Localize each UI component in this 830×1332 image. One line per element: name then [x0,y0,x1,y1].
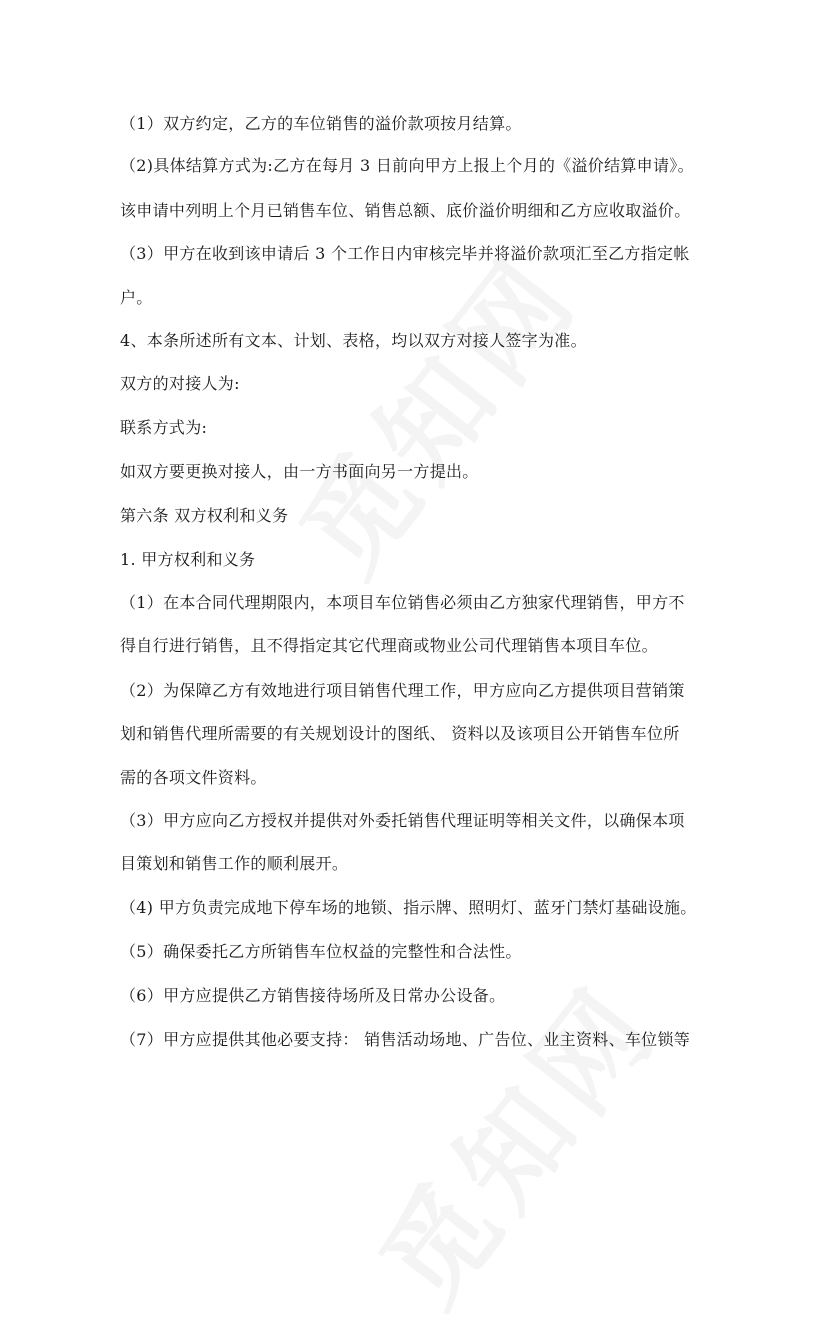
paragraph-line: 户。 [120,288,153,307]
paragraph-line: （3）甲方在收到该申请后 3 个工作日内审核完毕并将溢价款项汇至乙方指定帐 [120,244,690,263]
paragraph-line: （6）甲方应提供乙方销售接待场所及日常办公设备。 [120,986,506,1005]
paragraph-line: 4、本条所述所有文本、计划、表格，均以双方对接人签字为准。 [120,331,587,350]
paragraph-line: 联系方式为: [120,418,208,437]
paragraph-line: （7）甲方应提供其他必要支持： 销售活动场地、广告位、业主资料、车位锁等 [120,1030,691,1049]
paragraph-line: 目策划和销售工作的顺利展开。 [120,854,349,873]
paragraph-line: （4) 甲方负责完成地下停车场的地锁、指示牌、照明灯、蓝牙门禁灯基础设施。 [120,898,697,917]
paragraph-line: （3）甲方应向乙方授权并提供对外委托销售代理证明等相关文件，以确保本项 [120,811,685,830]
section-heading: 第六条 双方权利和义务 [120,506,289,525]
paragraph-line: （1）在本合同代理期限内，本项目车位销售必须由乙方独家代理销售，甲方不 [120,593,685,612]
paragraph-line: 该申请中列明上个月已销售车位、销售总额、底价溢价明细和乙方应收取溢价。 [120,201,691,220]
paragraph-line: （1）双方约定，乙方的车位销售的溢价款项按月结算。 [120,114,522,133]
paragraph-line: （5）确保委托乙方所销售车位权益的完整性和合法性。 [120,942,522,961]
paragraph-line: 划和销售代理所需要的有关规划设计的图纸、 资料以及该项目公开销售车位所 [120,724,680,743]
paragraph-line: （2)具体结算方式为:乙方在每月 3 日前向甲方上报上个月的《溢价结算申请》。 [120,156,694,175]
paragraph-line: 如双方要更换对接人，由一方书面向另一方提出。 [120,462,479,481]
paragraph-line: （2）为保障乙方有效地进行项目销售代理工作，甲方应向乙方提供项目营销策 [120,681,685,700]
paragraph-line: 得自行进行销售，且不得指定其它代理商或物业公司代理销售本项目车位。 [120,636,658,655]
paragraph-line: 需的各项文件资料。 [120,768,267,787]
paragraph-line: 双方的对接人为: [120,374,240,393]
subsection-heading: 1. 甲方权利和义务 [120,550,256,569]
watermark [258,216,608,602]
